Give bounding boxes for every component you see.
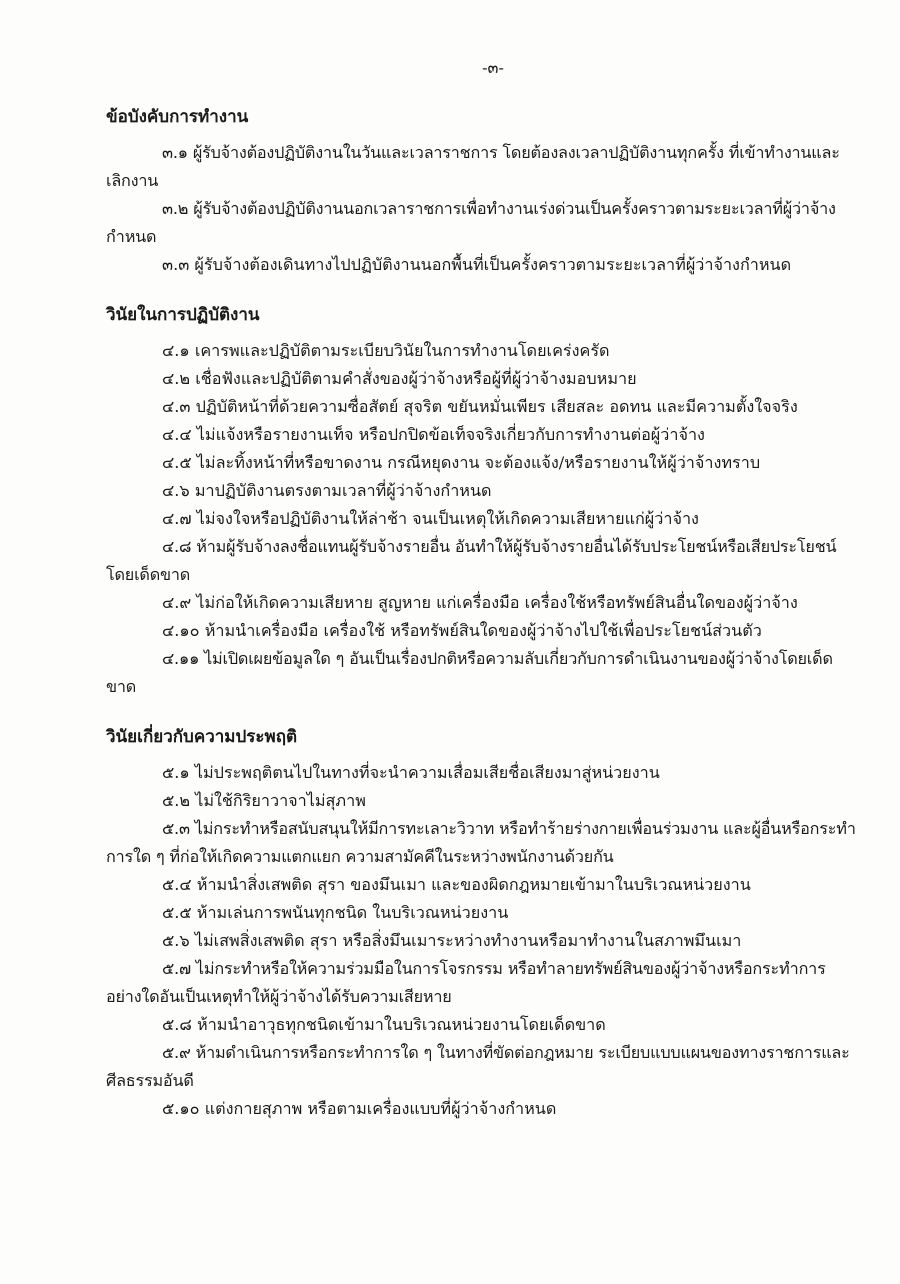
clause-4-3: ๔.๓ ปฏิบัติหน้าที่ด้วยความซื่อสัตย์ สุจริต ขยันหมั่นเพียร เสียสละ อดทน และมีความตั้งใจจริง <box>162 397 798 416</box>
clause-4-1: ๔.๑ เคารพและปฏิบัติตามระเบียบวินัยในการทำงานโดยเคร่งครัด <box>162 341 610 360</box>
clause-5-2: ๕.๒ ไม่ใช้กิริยาวาจาไม่สุภาพ <box>162 791 366 810</box>
section-conduct-discipline <box>106 723 860 1123</box>
clause-5-10: ๕.๑๐ แต่งกายสุภาพ หรือตามเครื่องแบบที่ผู้ว่าจ้างกำหนด <box>162 1099 557 1118</box>
section-heading: ข้อบังคับการทำงาน <box>106 107 249 127</box>
clause-4-2: ๔.๒ เชื่อฟังและปฏิบัติตามคำสั่งของผู้ว่าจ้างหรือผู้ที่ผู้ว่าจ้างมอบหมาย <box>162 369 637 388</box>
clause-4-6: ๔.๖ มาปฏิบัติงานตรงตามเวลาที่ผู้ว่าจ้างกำหนด <box>162 481 492 500</box>
clause-3-1: ๓.๑ ผู้รับจ้างต้องปฏิบัติงานในวันและเวลาราชการ โดยต้องลงเวลาปฏิบัติงานทุกครั้ง ที่เข้าทำงานและเลิกงาน <box>106 143 840 190</box>
clause-5-3: ๕.๓ ไม่กระทำหรือสนับสนุนให้มีการทะเลาะวิวาท หรือทำร้ายร่างกายเพื่อนร่วมงาน และผู้อื่นหรือกระทำการใด ๆ ที่ก่อให้เกิดความแตกแยก ความสามัคคีในระหว่างพนักงานด้วยกัน <box>106 819 856 866</box>
clause-5-6: ๕.๖ ไม่เสพสิ่งเสพติด สุรา หรือสิ่งมึนเมาระหว่างทำงานหรือมาทำงานในสภาพมึนเมา <box>162 931 742 950</box>
clause-5-9: ๕.๙ ห้ามดำเนินการหรือกระทำการใด ๆ ในทางที่ขัดต่อกฎหมาย ระเบียบแบบแผนของทางราชการและศีลธรรมอันดี <box>106 1043 850 1090</box>
clause-4-7: ๔.๗ ไม่จงใจหรือปฏิบัติงานให้ล่าช้า จนเป็นเหตุให้เกิดความเสียหายแก่ผู้ว่าจ้าง <box>162 509 699 528</box>
page-number: -๓- <box>482 58 504 77</box>
clause-5-8: ๕.๘ ห้ามนำอาวุธทุกชนิดเข้ามาในบริเวณหน่วยงานโดยเด็ดขาด <box>162 1015 606 1034</box>
clause-5-5: ๕.๕ ห้ามเล่นการพนันทุกชนิด ในบริเวณหน่วยงาน <box>162 903 509 922</box>
clause-4-8: ๔.๘ ห้ามผู้รับจ้างลงชื่อแทนผู้รับจ้างรายอื่น อันทำให้ผู้รับจ้างรายอื่นได้รับประโยชน์หรือเสียประโยชน์โดยเด็ดขาด <box>106 537 837 584</box>
section-work-discipline <box>106 301 860 701</box>
section-work-regulations <box>106 103 860 279</box>
clause-3-2: ๓.๒ ผู้รับจ้างต้องปฏิบัติงานนอกเวลาราชการเพื่อทำงานเร่งด่วนเป็นครั้งคราวตามระยะเวลาที่ผู้ว่าจ้างกำหนด <box>106 199 836 246</box>
section-heading: วินัยในการปฏิบัติงาน <box>106 305 260 325</box>
clause-5-7: ๕.๗ ไม่กระทำหรือให้ความร่วมมือในการโจรกรรม หรือทำลายทรัพย์สินของผู้ว่าจ้างหรือกระทำการอย่างใดอันเป็นเหตุทำให้ผู้ว่าจ้างได้รับความเสียหาย <box>106 959 826 1006</box>
clause-4-11: ๔.๑๑ ไม่เปิดเผยข้อมูลใด ๆ อันเป็นเรื่องปกติหรือความลับเกี่ยวกับการดำเนินงานของผู้ว่าจ้างโดยเด็ดขาด <box>106 649 833 696</box>
clause-3-3: ๓.๓ ผู้รับจ้างต้องเดินทางไปปฏิบัติงานนอกพื้นที่เป็นครั้งคราวตามระยะเวลาที่ผู้ว่าจ้างกำหนด <box>162 255 792 274</box>
clause-5-4: ๕.๔ ห้ามนำสิ่งเสพติด สุรา ของมึนเมา และของผิดกฎหมายเข้ามาในบริเวณหน่วยงาน <box>162 875 751 894</box>
section-heading: วินัยเกี่ยวกับความประพฤติ <box>106 727 298 747</box>
clause-4-10: ๔.๑๐ ห้ามนำเครื่องมือ เครื่องใช้ หรือทรัพย์สินใดของผู้ว่าจ้างไปใช้เพื่อประโยชน์ส่วนตัว <box>162 621 762 640</box>
clause-4-4: ๔.๔ ไม่แจ้งหรือรายงานเท็จ หรือปกปิดข้อเท็จจริงเกี่ยวกับการทำงานต่อผู้ว่าจ้าง <box>162 425 705 444</box>
clause-4-5: ๔.๕ ไม่ละทิ้งหน้าที่หรือขาดงาน กรณีหยุดงาน จะต้องแจ้ง/หรือรายงานให้ผู้ว่าจ้างทราบ <box>162 453 761 472</box>
clause-4-9: ๔.๙ ไม่ก่อให้เกิดความเสียหาย สูญหาย แก่เครื่องมือ เครื่องใช้หรือทรัพย์สินอื่นใดของผู้ว่าจ้าง <box>162 593 798 612</box>
clause-5-1: ๕.๑ ไม่ประพฤติตนไปในทางที่จะนำความเสื่อมเสียชื่อเสียงมาสู่หน่วยงาน <box>162 763 660 782</box>
